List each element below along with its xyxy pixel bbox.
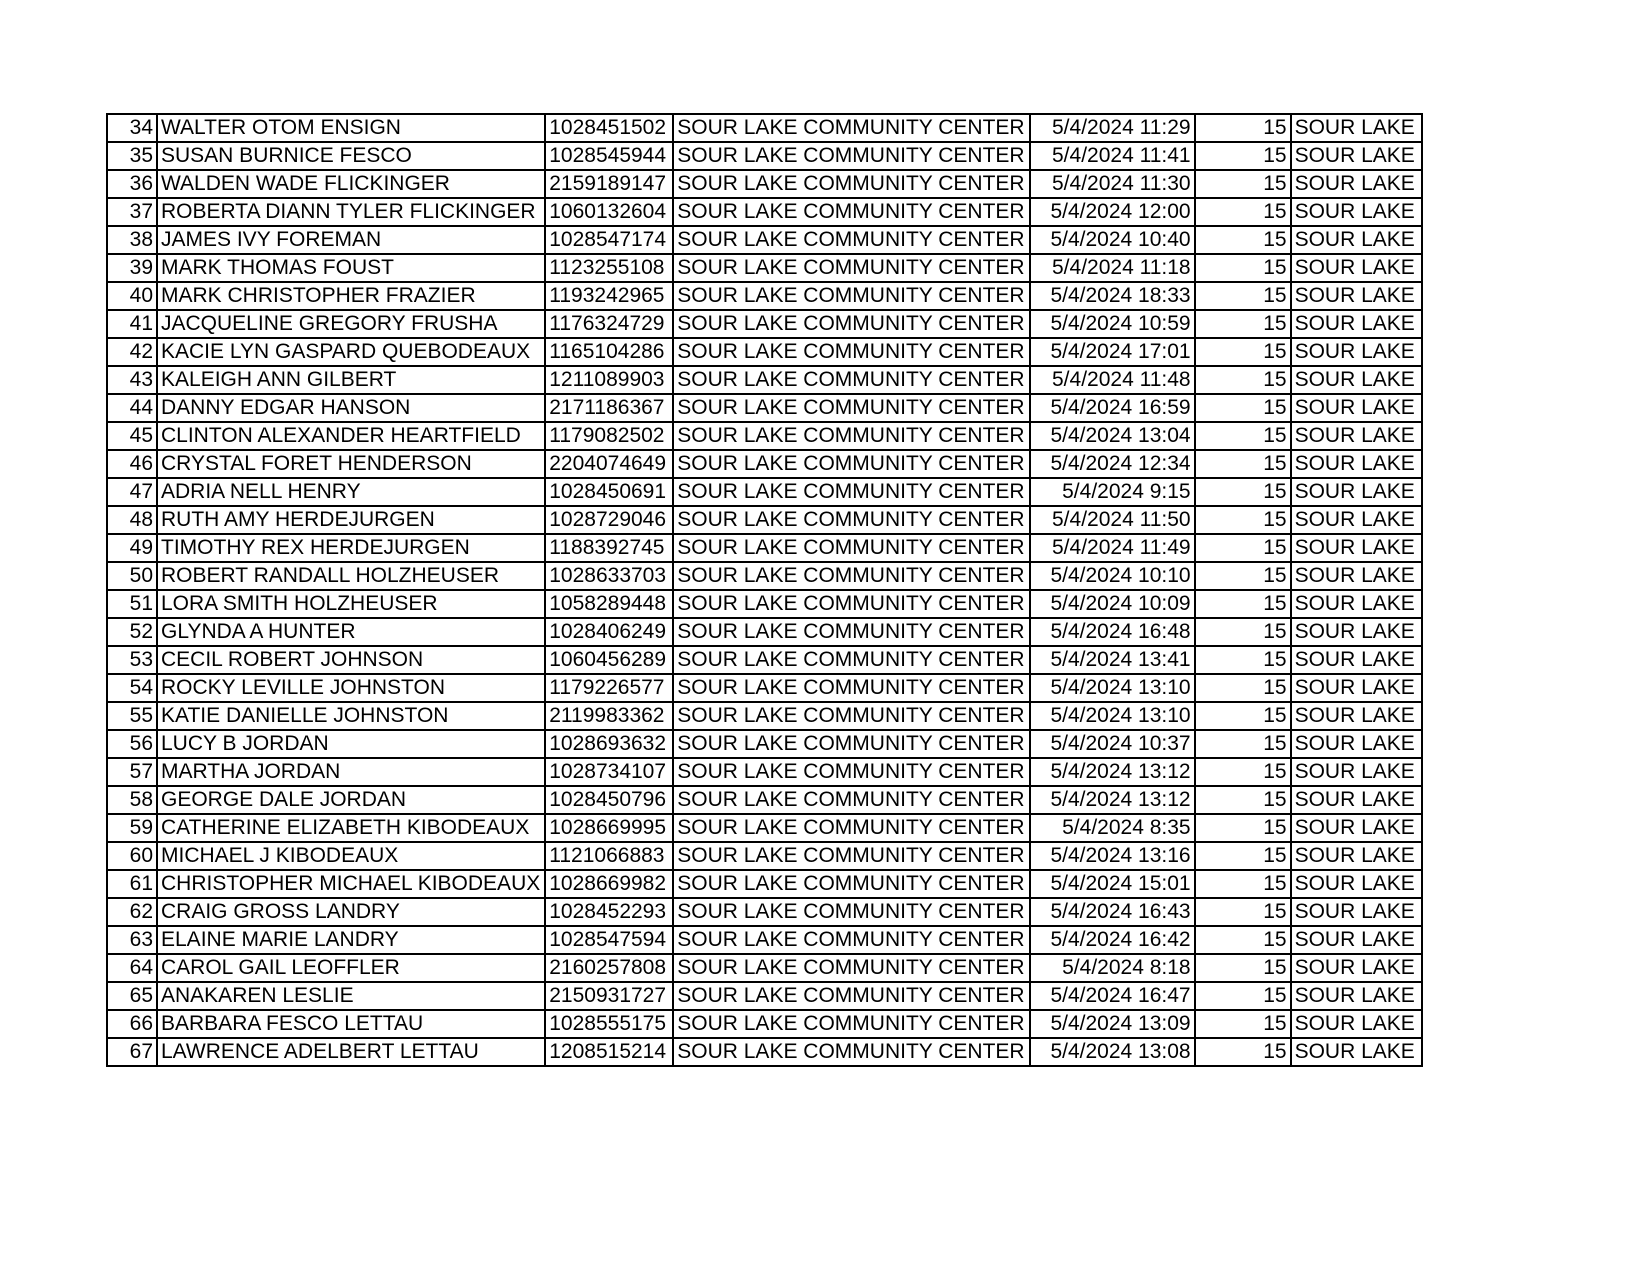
row-number-cell: 50 — [107, 562, 157, 590]
voter-id-cell: 1028669982 — [545, 870, 673, 898]
row-number-cell: 60 — [107, 842, 157, 870]
precinct-cell: 15 — [1195, 898, 1291, 926]
city-cell: SOUR LAKE — [1291, 226, 1422, 254]
voter-name-cell: GLYNDA A HUNTER — [157, 618, 545, 646]
precinct-cell: 15 — [1195, 1038, 1291, 1066]
precinct-cell: 15 — [1195, 926, 1291, 954]
table-row — [107, 142, 1422, 170]
row-number-cell: 41 — [107, 310, 157, 338]
city-cell: SOUR LAKE — [1291, 730, 1422, 758]
polling-location-cell: SOUR LAKE COMMUNITY CENTER — [673, 590, 1029, 618]
city-cell: SOUR LAKE — [1291, 114, 1422, 142]
city-cell: SOUR LAKE — [1291, 618, 1422, 646]
precinct-cell: 15 — [1195, 702, 1291, 730]
voter-id-cell: 1028729046 — [545, 506, 673, 534]
row-number-cell: 40 — [107, 282, 157, 310]
polling-location-cell: SOUR LAKE COMMUNITY CENTER — [673, 142, 1029, 170]
voter-name-cell: RUTH AMY HERDEJURGEN — [157, 506, 545, 534]
city-cell: SOUR LAKE — [1291, 534, 1422, 562]
city-cell: SOUR LAKE — [1291, 982, 1422, 1010]
precinct-cell: 15 — [1195, 730, 1291, 758]
polling-location-cell: SOUR LAKE COMMUNITY CENTER — [673, 366, 1029, 394]
table-row — [107, 366, 1422, 394]
voter-name-cell: ANAKAREN LESLIE — [157, 982, 545, 1010]
table-row — [107, 702, 1422, 730]
row-number-cell: 52 — [107, 618, 157, 646]
polling-location-cell: SOUR LAKE COMMUNITY CENTER — [673, 310, 1029, 338]
precinct-cell: 15 — [1195, 422, 1291, 450]
voter-id-cell: 2160257808 — [545, 954, 673, 982]
voter-id-cell: 1179082502 — [545, 422, 673, 450]
voter-name-cell: GEORGE DALE JORDAN — [157, 786, 545, 814]
voter-name-cell: BARBARA FESCO LETTAU — [157, 1010, 545, 1038]
city-cell: SOUR LAKE — [1291, 926, 1422, 954]
voter-name-cell: ROBERT RANDALL HOLZHEUSER — [157, 562, 545, 590]
vote-datetime-cell: 5/4/2024 16:48 — [1030, 618, 1195, 646]
table-row — [107, 254, 1422, 282]
vote-datetime-cell: 5/4/2024 9:15 — [1030, 478, 1195, 506]
voter-name-cell: CAROL GAIL LEOFFLER — [157, 954, 545, 982]
city-cell: SOUR LAKE — [1291, 870, 1422, 898]
polling-location-cell: SOUR LAKE COMMUNITY CENTER — [673, 870, 1029, 898]
city-cell: SOUR LAKE — [1291, 450, 1422, 478]
polling-location-cell: SOUR LAKE COMMUNITY CENTER — [673, 702, 1029, 730]
polling-location-cell: SOUR LAKE COMMUNITY CENTER — [673, 254, 1029, 282]
vote-datetime-cell: 5/4/2024 11:41 — [1030, 142, 1195, 170]
voter-id-cell: 1211089903 — [545, 366, 673, 394]
row-number-cell: 64 — [107, 954, 157, 982]
polling-location-cell: SOUR LAKE COMMUNITY CENTER — [673, 506, 1029, 534]
row-number-cell: 51 — [107, 590, 157, 618]
voter-name-cell: MARTHA JORDAN — [157, 758, 545, 786]
row-number-cell: 53 — [107, 646, 157, 674]
table-row — [107, 450, 1422, 478]
city-cell: SOUR LAKE — [1291, 170, 1422, 198]
row-number-cell: 45 — [107, 422, 157, 450]
polling-location-cell: SOUR LAKE COMMUNITY CENTER — [673, 226, 1029, 254]
table-row — [107, 814, 1422, 842]
city-cell: SOUR LAKE — [1291, 254, 1422, 282]
vote-datetime-cell: 5/4/2024 13:41 — [1030, 646, 1195, 674]
table-row — [107, 954, 1422, 982]
voter-roster-table — [106, 113, 1423, 1067]
voter-name-cell: CHRISTOPHER MICHAEL KIBODEAUX — [157, 870, 545, 898]
table-row — [107, 534, 1422, 562]
polling-location-cell: SOUR LAKE COMMUNITY CENTER — [673, 898, 1029, 926]
city-cell: SOUR LAKE — [1291, 310, 1422, 338]
voter-id-cell: 1121066883 — [545, 842, 673, 870]
voter-id-cell: 2159189147 — [545, 170, 673, 198]
voter-name-cell: SUSAN BURNICE FESCO — [157, 142, 545, 170]
voter-name-cell: LAWRENCE ADELBERT LETTAU — [157, 1038, 545, 1066]
polling-location-cell: SOUR LAKE COMMUNITY CENTER — [673, 926, 1029, 954]
voter-id-cell: 1060132604 — [545, 198, 673, 226]
vote-datetime-cell: 5/4/2024 17:01 — [1030, 338, 1195, 366]
city-cell: SOUR LAKE — [1291, 646, 1422, 674]
city-cell: SOUR LAKE — [1291, 674, 1422, 702]
table-row — [107, 114, 1422, 142]
voter-name-cell: KACIE LYN GASPARD QUEBODEAUX — [157, 338, 545, 366]
vote-datetime-cell: 5/4/2024 10:40 — [1030, 226, 1195, 254]
voter-id-cell: 2204074649 — [545, 450, 673, 478]
table-row — [107, 674, 1422, 702]
precinct-cell: 15 — [1195, 142, 1291, 170]
polling-location-cell: SOUR LAKE COMMUNITY CENTER — [673, 982, 1029, 1010]
precinct-cell: 15 — [1195, 786, 1291, 814]
voter-name-cell: ROBERTA DIANN TYLER FLICKINGER — [157, 198, 545, 226]
polling-location-cell: SOUR LAKE COMMUNITY CENTER — [673, 758, 1029, 786]
voter-id-cell: 1028633703 — [545, 562, 673, 590]
precinct-cell: 15 — [1195, 954, 1291, 982]
polling-location-cell: SOUR LAKE COMMUNITY CENTER — [673, 394, 1029, 422]
precinct-cell: 15 — [1195, 338, 1291, 366]
city-cell: SOUR LAKE — [1291, 1010, 1422, 1038]
row-number-cell: 42 — [107, 338, 157, 366]
vote-datetime-cell: 5/4/2024 8:35 — [1030, 814, 1195, 842]
polling-location-cell: SOUR LAKE COMMUNITY CENTER — [673, 198, 1029, 226]
table-row — [107, 926, 1422, 954]
precinct-cell: 15 — [1195, 534, 1291, 562]
city-cell: SOUR LAKE — [1291, 954, 1422, 982]
row-number-cell: 55 — [107, 702, 157, 730]
vote-datetime-cell: 5/4/2024 10:09 — [1030, 590, 1195, 618]
precinct-cell: 15 — [1195, 646, 1291, 674]
polling-location-cell: SOUR LAKE COMMUNITY CENTER — [673, 842, 1029, 870]
city-cell: SOUR LAKE — [1291, 702, 1422, 730]
precinct-cell: 15 — [1195, 982, 1291, 1010]
polling-location-cell: SOUR LAKE COMMUNITY CENTER — [673, 646, 1029, 674]
voter-name-cell: MARK CHRISTOPHER FRAZIER — [157, 282, 545, 310]
polling-location-cell: SOUR LAKE COMMUNITY CENTER — [673, 562, 1029, 590]
voter-id-cell: 1028451502 — [545, 114, 673, 142]
polling-location-cell: SOUR LAKE COMMUNITY CENTER — [673, 674, 1029, 702]
voter-name-cell: CRAIG GROSS LANDRY — [157, 898, 545, 926]
precinct-cell: 15 — [1195, 282, 1291, 310]
voter-id-cell: 1179226577 — [545, 674, 673, 702]
precinct-cell: 15 — [1195, 814, 1291, 842]
voter-id-cell: 1028450796 — [545, 786, 673, 814]
voter-id-cell: 1208515214 — [545, 1038, 673, 1066]
table-row — [107, 226, 1422, 254]
table-row — [107, 422, 1422, 450]
precinct-cell: 15 — [1195, 758, 1291, 786]
row-number-cell: 39 — [107, 254, 157, 282]
table-row — [107, 282, 1422, 310]
voter-name-cell: CRYSTAL FORET HENDERSON — [157, 450, 545, 478]
roster-body — [107, 114, 1422, 1066]
vote-datetime-cell: 5/4/2024 11:29 — [1030, 114, 1195, 142]
table-row — [107, 590, 1422, 618]
voter-name-cell: MICHAEL J KIBODEAUX — [157, 842, 545, 870]
vote-datetime-cell: 5/4/2024 13:12 — [1030, 786, 1195, 814]
polling-location-cell: SOUR LAKE COMMUNITY CENTER — [673, 450, 1029, 478]
row-number-cell: 48 — [107, 506, 157, 534]
voter-name-cell: MARK THOMAS FOUST — [157, 254, 545, 282]
polling-location-cell: SOUR LAKE COMMUNITY CENTER — [673, 730, 1029, 758]
city-cell: SOUR LAKE — [1291, 422, 1422, 450]
city-cell: SOUR LAKE — [1291, 1038, 1422, 1066]
table-row — [107, 870, 1422, 898]
voter-name-cell: DANNY EDGAR HANSON — [157, 394, 545, 422]
row-number-cell: 66 — [107, 1010, 157, 1038]
polling-location-cell: SOUR LAKE COMMUNITY CENTER — [673, 478, 1029, 506]
row-number-cell: 54 — [107, 674, 157, 702]
polling-location-cell: SOUR LAKE COMMUNITY CENTER — [673, 618, 1029, 646]
row-number-cell: 59 — [107, 814, 157, 842]
precinct-cell: 15 — [1195, 114, 1291, 142]
vote-datetime-cell: 5/4/2024 13:08 — [1030, 1038, 1195, 1066]
row-number-cell: 37 — [107, 198, 157, 226]
precinct-cell: 15 — [1195, 478, 1291, 506]
voter-id-cell: 2119983362 — [545, 702, 673, 730]
voter-name-cell: LUCY B JORDAN — [157, 730, 545, 758]
city-cell: SOUR LAKE — [1291, 786, 1422, 814]
table-row — [107, 730, 1422, 758]
precinct-cell: 15 — [1195, 506, 1291, 534]
vote-datetime-cell: 5/4/2024 11:30 — [1030, 170, 1195, 198]
voter-name-cell: CATHERINE ELIZABETH KIBODEAUX — [157, 814, 545, 842]
polling-location-cell: SOUR LAKE COMMUNITY CENTER — [673, 170, 1029, 198]
precinct-cell: 15 — [1195, 842, 1291, 870]
table-row — [107, 898, 1422, 926]
vote-datetime-cell: 5/4/2024 13:12 — [1030, 758, 1195, 786]
precinct-cell: 15 — [1195, 450, 1291, 478]
precinct-cell: 15 — [1195, 226, 1291, 254]
table-row — [107, 646, 1422, 674]
voter-id-cell: 1028669995 — [545, 814, 673, 842]
vote-datetime-cell: 5/4/2024 10:37 — [1030, 730, 1195, 758]
table-row — [107, 310, 1422, 338]
row-number-cell: 47 — [107, 478, 157, 506]
voter-name-cell: CECIL ROBERT JOHNSON — [157, 646, 545, 674]
row-number-cell: 67 — [107, 1038, 157, 1066]
row-number-cell: 44 — [107, 394, 157, 422]
vote-datetime-cell: 5/4/2024 11:50 — [1030, 506, 1195, 534]
precinct-cell: 15 — [1195, 254, 1291, 282]
voter-id-cell: 1028545944 — [545, 142, 673, 170]
voter-name-cell: CLINTON ALEXANDER HEARTFIELD — [157, 422, 545, 450]
table-row — [107, 478, 1422, 506]
row-number-cell: 61 — [107, 870, 157, 898]
city-cell: SOUR LAKE — [1291, 842, 1422, 870]
voter-id-cell: 1188392745 — [545, 534, 673, 562]
row-number-cell: 63 — [107, 926, 157, 954]
precinct-cell: 15 — [1195, 394, 1291, 422]
voter-id-cell: 1028555175 — [545, 1010, 673, 1038]
table-row — [107, 562, 1422, 590]
voter-id-cell: 1058289448 — [545, 590, 673, 618]
table-row — [107, 1010, 1422, 1038]
voter-id-cell: 1165104286 — [545, 338, 673, 366]
table-row — [107, 982, 1422, 1010]
voter-name-cell: WALTER OTOM ENSIGN — [157, 114, 545, 142]
city-cell: SOUR LAKE — [1291, 282, 1422, 310]
voter-id-cell: 2150931727 — [545, 982, 673, 1010]
precinct-cell: 15 — [1195, 1010, 1291, 1038]
city-cell: SOUR LAKE — [1291, 338, 1422, 366]
polling-location-cell: SOUR LAKE COMMUNITY CENTER — [673, 534, 1029, 562]
voter-id-cell: 1028693632 — [545, 730, 673, 758]
voter-name-cell: LORA SMITH HOLZHEUSER — [157, 590, 545, 618]
vote-datetime-cell: 5/4/2024 16:47 — [1030, 982, 1195, 1010]
voter-id-cell: 1028450691 — [545, 478, 673, 506]
city-cell: SOUR LAKE — [1291, 394, 1422, 422]
vote-datetime-cell: 5/4/2024 8:18 — [1030, 954, 1195, 982]
polling-location-cell: SOUR LAKE COMMUNITY CENTER — [673, 814, 1029, 842]
table-row — [107, 394, 1422, 422]
polling-location-cell: SOUR LAKE COMMUNITY CENTER — [673, 282, 1029, 310]
voter-roster-sheet — [106, 113, 1423, 1067]
precinct-cell: 15 — [1195, 674, 1291, 702]
voter-name-cell: KATIE DANIELLE JOHNSTON — [157, 702, 545, 730]
row-number-cell: 36 — [107, 170, 157, 198]
vote-datetime-cell: 5/4/2024 13:10 — [1030, 702, 1195, 730]
voter-id-cell: 1060456289 — [545, 646, 673, 674]
voter-name-cell: ROCKY LEVILLE JOHNSTON — [157, 674, 545, 702]
voter-name-cell: WALDEN WADE FLICKINGER — [157, 170, 545, 198]
precinct-cell: 15 — [1195, 590, 1291, 618]
polling-location-cell: SOUR LAKE COMMUNITY CENTER — [673, 786, 1029, 814]
city-cell: SOUR LAKE — [1291, 142, 1422, 170]
precinct-cell: 15 — [1195, 198, 1291, 226]
table-row — [107, 758, 1422, 786]
vote-datetime-cell: 5/4/2024 15:01 — [1030, 870, 1195, 898]
city-cell: SOUR LAKE — [1291, 506, 1422, 534]
polling-location-cell: SOUR LAKE COMMUNITY CENTER — [673, 338, 1029, 366]
voter-name-cell: JAMES IVY FOREMAN — [157, 226, 545, 254]
voter-id-cell: 1123255108 — [545, 254, 673, 282]
vote-datetime-cell: 5/4/2024 12:00 — [1030, 198, 1195, 226]
precinct-cell: 15 — [1195, 870, 1291, 898]
row-number-cell: 34 — [107, 114, 157, 142]
table-row — [107, 170, 1422, 198]
vote-datetime-cell: 5/4/2024 11:48 — [1030, 366, 1195, 394]
voter-id-cell: 1028734107 — [545, 758, 673, 786]
polling-location-cell: SOUR LAKE COMMUNITY CENTER — [673, 422, 1029, 450]
voter-id-cell: 1028547594 — [545, 926, 673, 954]
voter-name-cell: ADRIA NELL HENRY — [157, 478, 545, 506]
vote-datetime-cell: 5/4/2024 13:04 — [1030, 422, 1195, 450]
city-cell: SOUR LAKE — [1291, 562, 1422, 590]
vote-datetime-cell: 5/4/2024 12:34 — [1030, 450, 1195, 478]
table-row — [107, 506, 1422, 534]
voter-id-cell: 2171186367 — [545, 394, 673, 422]
city-cell: SOUR LAKE — [1291, 366, 1422, 394]
table-row — [107, 842, 1422, 870]
table-row — [107, 786, 1422, 814]
voter-id-cell: 1193242965 — [545, 282, 673, 310]
city-cell: SOUR LAKE — [1291, 898, 1422, 926]
city-cell: SOUR LAKE — [1291, 590, 1422, 618]
precinct-cell: 15 — [1195, 562, 1291, 590]
table-row — [107, 618, 1422, 646]
city-cell: SOUR LAKE — [1291, 198, 1422, 226]
city-cell: SOUR LAKE — [1291, 814, 1422, 842]
precinct-cell: 15 — [1195, 170, 1291, 198]
precinct-cell: 15 — [1195, 618, 1291, 646]
precinct-cell: 15 — [1195, 366, 1291, 394]
voter-id-cell: 1028452293 — [545, 898, 673, 926]
vote-datetime-cell: 5/4/2024 16:42 — [1030, 926, 1195, 954]
vote-datetime-cell: 5/4/2024 10:59 — [1030, 310, 1195, 338]
city-cell: SOUR LAKE — [1291, 758, 1422, 786]
city-cell: SOUR LAKE — [1291, 478, 1422, 506]
vote-datetime-cell: 5/4/2024 16:43 — [1030, 898, 1195, 926]
table-row — [107, 338, 1422, 366]
voter-id-cell: 1028547174 — [545, 226, 673, 254]
row-number-cell: 46 — [107, 450, 157, 478]
row-number-cell: 62 — [107, 898, 157, 926]
vote-datetime-cell: 5/4/2024 16:59 — [1030, 394, 1195, 422]
polling-location-cell: SOUR LAKE COMMUNITY CENTER — [673, 114, 1029, 142]
vote-datetime-cell: 5/4/2024 18:33 — [1030, 282, 1195, 310]
precinct-cell: 15 — [1195, 310, 1291, 338]
row-number-cell: 57 — [107, 758, 157, 786]
row-number-cell: 35 — [107, 142, 157, 170]
voter-name-cell: JACQUELINE GREGORY FRUSHA — [157, 310, 545, 338]
vote-datetime-cell: 5/4/2024 13:16 — [1030, 842, 1195, 870]
row-number-cell: 43 — [107, 366, 157, 394]
table-row — [107, 1038, 1422, 1066]
voter-name-cell: KALEIGH ANN GILBERT — [157, 366, 545, 394]
polling-location-cell: SOUR LAKE COMMUNITY CENTER — [673, 1010, 1029, 1038]
vote-datetime-cell: 5/4/2024 10:10 — [1030, 562, 1195, 590]
voter-id-cell: 1028406249 — [545, 618, 673, 646]
row-number-cell: 65 — [107, 982, 157, 1010]
table-row — [107, 198, 1422, 226]
row-number-cell: 56 — [107, 730, 157, 758]
voter-id-cell: 1176324729 — [545, 310, 673, 338]
voter-name-cell: TIMOTHY REX HERDEJURGEN — [157, 534, 545, 562]
row-number-cell: 58 — [107, 786, 157, 814]
vote-datetime-cell: 5/4/2024 13:10 — [1030, 674, 1195, 702]
row-number-cell: 49 — [107, 534, 157, 562]
voter-name-cell: ELAINE MARIE LANDRY — [157, 926, 545, 954]
row-number-cell: 38 — [107, 226, 157, 254]
vote-datetime-cell: 5/4/2024 11:49 — [1030, 534, 1195, 562]
vote-datetime-cell: 5/4/2024 11:18 — [1030, 254, 1195, 282]
polling-location-cell: SOUR LAKE COMMUNITY CENTER — [673, 954, 1029, 982]
vote-datetime-cell: 5/4/2024 13:09 — [1030, 1010, 1195, 1038]
polling-location-cell: SOUR LAKE COMMUNITY CENTER — [673, 1038, 1029, 1066]
